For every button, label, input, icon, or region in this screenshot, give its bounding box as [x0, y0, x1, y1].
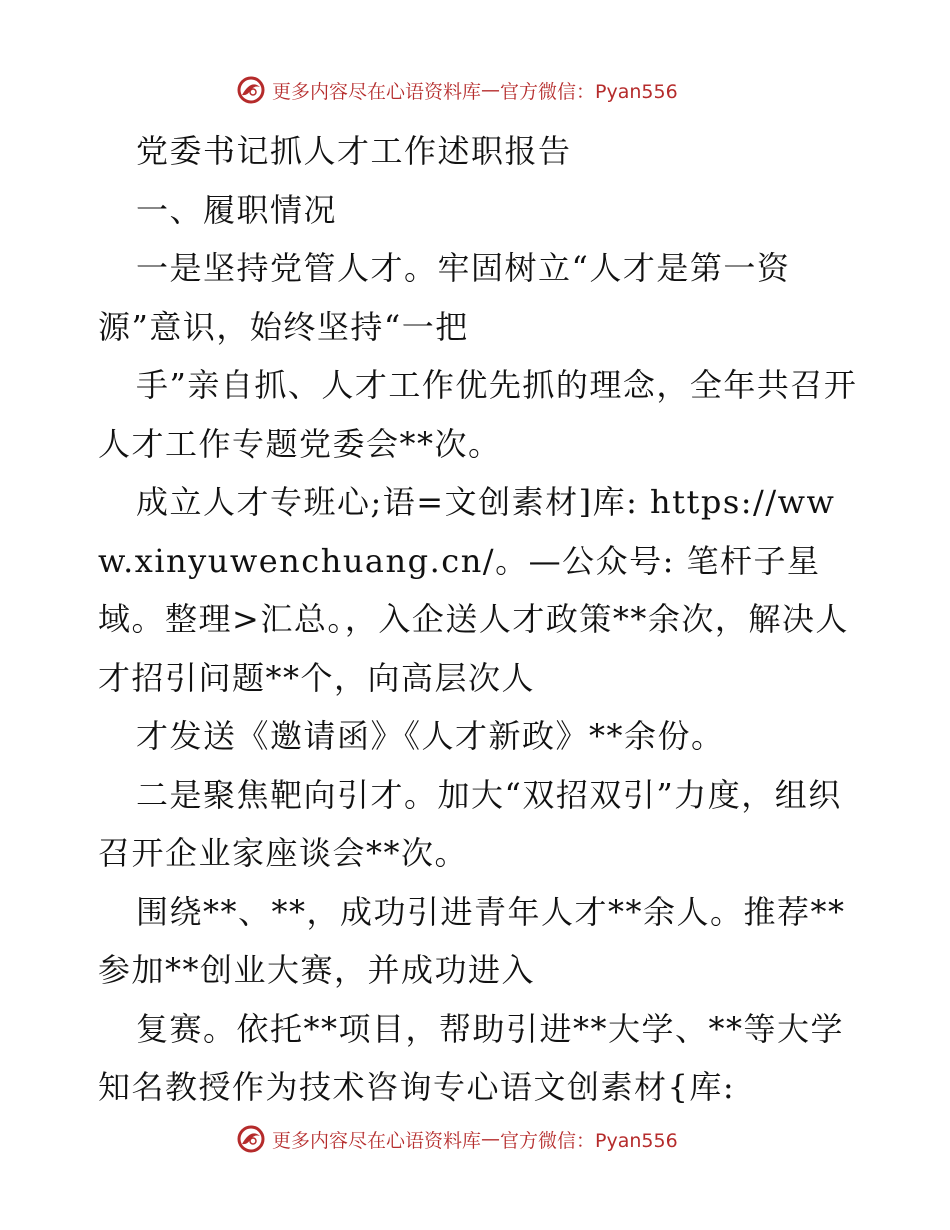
- watermark-wechat-text: 官方微信：Pyan556: [500, 1129, 678, 1152]
- watermark-wechat-text: 官方微信：Pyan556: [500, 80, 678, 103]
- document-body: [98, 122, 858, 1117]
- paragraph: 成立人才专班心;语=文创素材]库: https://www.xinyuwenchuang.cn/。—公众号: 笔杆子星域。整理>汇总。，入企送人才政策**余次，解决人才招引问题**个，向高层次人: [98, 483, 849, 697]
- red-swirl-logo-icon: [236, 1124, 266, 1154]
- document-title: 党委书记抓人才工作述职报告: [136, 132, 572, 170]
- paragraph: 才发送《邀请函》《人才新政》**余份。: [136, 717, 725, 755]
- watermark-site-text: 更多内容尽在心语资料库: [272, 1129, 482, 1152]
- paragraph: 二是聚焦靶向引才。加大“双招双引”力度，组织召开企业家座谈会**次。: [98, 775, 842, 872]
- paragraph: 复赛。依托**项目，帮助引进**大学、**等大学知名教授作为技术咨询专心语文创素材{库:: [98, 1009, 845, 1106]
- red-swirl-logo-icon: [236, 75, 266, 105]
- paragraph: 一是坚持党管人才。牢固树立“人才是第一资源”意识，始终坚持“一把: [98, 249, 791, 346]
- paragraph: 围绕**、**，成功引进青年人才**余人。推荐**参加**创业大赛，并成功进入: [98, 892, 846, 989]
- watermark-separator: —: [481, 79, 501, 101]
- watermark-banner-top: [236, 73, 678, 107]
- section-heading: 一、履职情况: [136, 190, 338, 229]
- watermark-separator: —: [481, 1128, 501, 1150]
- paragraph: 手”亲自抓、人才工作优先抓的理念，全年共召开人才工作专题党委会**次。: [98, 366, 858, 463]
- watermark-site-text: 更多内容尽在心语资料库: [272, 80, 482, 103]
- watermark-banner-bottom: [236, 1122, 678, 1156]
